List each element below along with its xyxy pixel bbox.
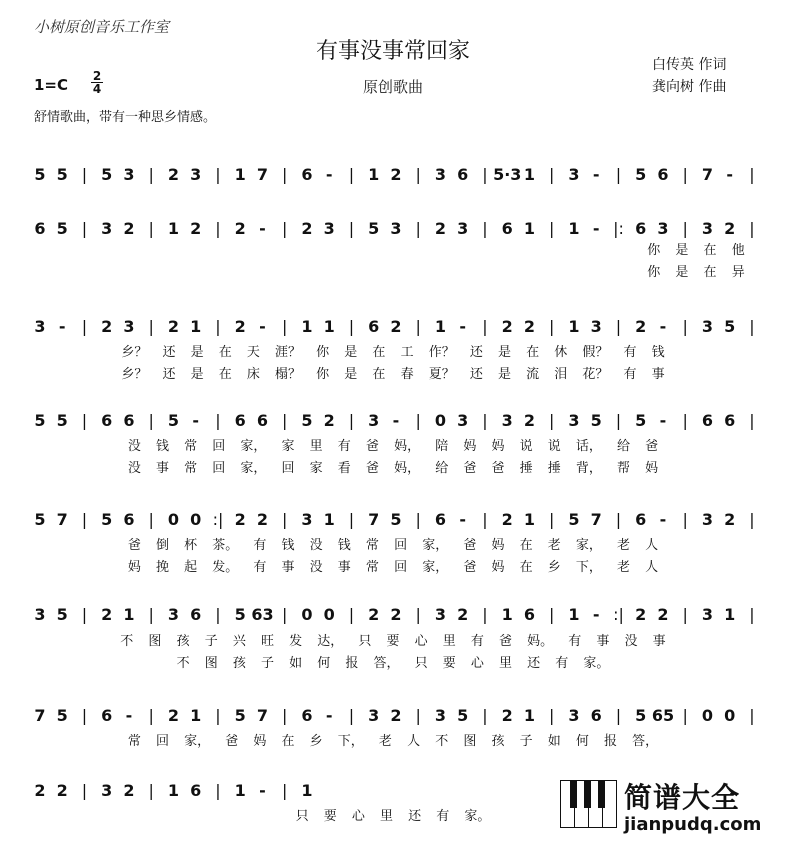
bar-line: | — [348, 411, 355, 430]
bar-line: | — [682, 165, 688, 184]
note: 3 — [323, 219, 335, 238]
bar-line: | — [81, 706, 88, 725]
note: 1 — [234, 781, 246, 800]
bar-line: | — [215, 165, 221, 184]
bar-line: | — [148, 165, 154, 184]
lyric-text: 乡？ 还 是 在 床 榻？ 你 是 在 春 夏？ 还 是 流 泪 花？ 有 事 — [121, 367, 665, 382]
note: 2 — [167, 317, 180, 336]
note: 3 — [568, 706, 580, 725]
lyric-text: 没 钱 常 回 家， 家 里 有 爸 妈， 陪 妈 妈 说 说 话， 给 爸 — [127, 439, 659, 454]
bar-line: | — [549, 165, 555, 184]
note: 3 — [568, 411, 580, 430]
note: - — [659, 510, 667, 529]
bar-line: | — [615, 317, 622, 336]
note: 5 — [56, 605, 68, 624]
bar-line: | — [81, 605, 88, 624]
score-line — [0, 406, 786, 436]
bar-line: | — [682, 706, 688, 725]
note: 5 — [56, 411, 68, 430]
note: 6 — [190, 605, 202, 624]
note: - — [392, 411, 400, 430]
lyric-line — [0, 537, 786, 555]
note: 6 — [234, 411, 246, 430]
note: 3 — [590, 317, 602, 336]
note: 63 — [251, 605, 274, 624]
note: 1 — [323, 510, 335, 529]
bar-line: | — [81, 510, 88, 529]
note: - — [259, 781, 266, 800]
note: 6 — [457, 165, 469, 184]
lyric-line — [0, 655, 786, 673]
note: 5 — [234, 706, 246, 725]
bar-line: | — [549, 510, 555, 529]
note: 5 — [301, 411, 313, 430]
note: 5 — [234, 605, 246, 624]
note: 2 — [167, 706, 180, 725]
note: - — [726, 165, 734, 184]
lyric-line — [0, 733, 786, 751]
note: 1 — [523, 706, 536, 725]
bar-line: |: — [613, 219, 624, 238]
note: - — [58, 317, 66, 336]
bar-line: | — [749, 411, 755, 430]
note: 6 — [501, 219, 513, 238]
note: 3 — [34, 317, 46, 336]
lyric-text: 不 图 孩 子 兴 旺 发 达， 只 要 心 里 有 爸 妈。 有 事 没 事 — [120, 634, 666, 649]
note: 2 — [301, 219, 313, 238]
note: 6 — [101, 706, 113, 725]
lyric-text: 你 是 在 异 — [647, 265, 745, 280]
note: 1 — [301, 317, 313, 336]
bar-line: | — [148, 510, 154, 529]
note: - — [325, 706, 333, 725]
note: 5 — [368, 219, 380, 238]
bar-line: | — [348, 317, 355, 336]
note: 1 — [190, 317, 202, 336]
bar-line: | — [148, 219, 154, 238]
note: 3 — [501, 411, 513, 430]
bar-line: | — [81, 165, 88, 184]
note: 5 — [56, 165, 68, 184]
expression-mark: 舒情歌曲，带有一种思乡情感。 — [34, 110, 217, 125]
note: 1 — [167, 781, 180, 800]
score-line — [0, 701, 786, 731]
note: 6 — [34, 219, 46, 238]
note: 2 — [457, 605, 469, 624]
note: 2 — [34, 781, 46, 800]
logo-name: 简谱大全 — [624, 781, 741, 814]
note: 0 — [190, 510, 202, 529]
bar-line: | — [549, 411, 555, 430]
lyric-text: 乡？ 还 是 在 天 涯？ 你 是 在 工 作？ 还 是 在 休 假？ 有 钱 — [121, 345, 665, 360]
bar-line: | — [215, 781, 221, 800]
note: 2 — [234, 317, 246, 336]
note: 7 — [256, 706, 269, 725]
note: - — [259, 317, 266, 336]
note: 2 — [390, 317, 402, 336]
bar-line: | — [348, 165, 355, 184]
bar-line: | — [682, 219, 688, 238]
note: 3 — [457, 411, 469, 430]
note: 3 — [167, 605, 180, 624]
lyric-line — [0, 242, 786, 260]
note: - — [659, 411, 667, 430]
bar-line: | — [282, 706, 288, 725]
bar-line: | — [749, 219, 755, 238]
lyric-text: 只 要 心 里 还 有 家。 — [295, 809, 491, 824]
bar-line: | — [348, 510, 355, 529]
note: 2 — [434, 219, 447, 238]
note: 2 — [501, 510, 513, 529]
bar-line: | — [615, 165, 622, 184]
note: 3 — [434, 605, 447, 624]
note: 7 — [590, 510, 602, 529]
bar-line: | — [749, 165, 755, 184]
note: 2 — [657, 605, 669, 624]
note: 3 — [301, 510, 313, 529]
note: 6 — [123, 510, 135, 529]
note: 5 — [568, 510, 580, 529]
note: 2 — [635, 317, 647, 336]
bar-line: | — [482, 706, 488, 725]
note: 5 — [101, 510, 113, 529]
lyric-text: 没 事 常 回 家， 回 家 看 爸 妈， 给 爸 爸 捶 捶 背， 帮 妈 — [127, 461, 659, 476]
note: 3 — [390, 219, 402, 238]
note: 5 — [635, 411, 647, 430]
bar-line: | — [148, 781, 154, 800]
score-line — [0, 214, 786, 244]
lyric-text: 你 是 在 他 — [647, 243, 745, 258]
bar-line: | — [415, 165, 421, 184]
bar-line: | — [482, 317, 488, 336]
note: 1 — [523, 165, 536, 184]
note: 5·3 — [493, 165, 522, 184]
score-line — [0, 160, 786, 190]
note: 1 — [523, 510, 536, 529]
bar-line: | — [148, 706, 154, 725]
note: 3 — [434, 165, 447, 184]
note: 2 — [56, 781, 68, 800]
note: 3 — [657, 219, 669, 238]
bar-line: | — [348, 605, 355, 624]
bar-line: | — [415, 219, 421, 238]
note: 6 — [123, 411, 135, 430]
bar-line: | — [415, 510, 421, 529]
note: - — [659, 317, 667, 336]
note: 2 — [101, 317, 113, 336]
note: 3 — [190, 165, 202, 184]
note: 5 — [457, 706, 469, 725]
score-line — [0, 505, 786, 535]
note: 6 — [301, 706, 313, 725]
lyric-line — [0, 366, 786, 384]
note: 6 — [434, 510, 447, 529]
studio-name: 小树原创音乐工作室 — [34, 18, 170, 36]
bar-line: | — [549, 605, 555, 624]
bar-line: | — [282, 781, 288, 800]
bar-line: | — [682, 411, 688, 430]
note: 65 — [651, 706, 675, 725]
time-signature — [91, 70, 103, 95]
bar-line: | — [415, 706, 421, 725]
bar-line: | — [81, 219, 88, 238]
note: 3 — [434, 706, 447, 725]
note: 1 — [501, 605, 513, 624]
bar-line: | — [415, 411, 421, 430]
key-signature: 1=C — [34, 76, 69, 94]
note: 2 — [234, 510, 246, 529]
note: - — [125, 706, 133, 725]
lyric-line — [0, 438, 786, 456]
note: - — [259, 219, 266, 238]
note: 6 — [368, 317, 380, 336]
note: 5 — [56, 706, 68, 725]
bar-line: | — [482, 605, 488, 624]
bar-line: | — [81, 411, 88, 430]
bar-line: | — [749, 706, 755, 725]
note: 5 — [635, 165, 647, 184]
bar-line: | — [615, 411, 622, 430]
bar-line: | — [615, 510, 622, 529]
bar-line: | — [215, 411, 221, 430]
lyric-text: 妈 挽 起 发。 有 事 没 事 常 回 家， 爸 妈 在 乡 下， 老 人 — [127, 560, 659, 575]
note: 7 — [56, 510, 68, 529]
bar-line: | — [615, 706, 622, 725]
bar-line: | — [348, 706, 355, 725]
bar-line: :| — [613, 605, 624, 624]
score-line — [0, 312, 786, 342]
note: 3 — [701, 510, 714, 529]
note: 1 — [323, 317, 335, 336]
note: - — [592, 165, 600, 184]
note: 3 — [701, 317, 714, 336]
note: 5 — [167, 411, 180, 430]
note: - — [325, 165, 333, 184]
bar-line: | — [282, 219, 288, 238]
note: 0 — [701, 706, 714, 725]
note: 3 — [368, 411, 380, 430]
note: 6 — [101, 411, 113, 430]
note: 2 — [123, 781, 135, 800]
note: 1 — [724, 605, 736, 624]
bar-line: | — [549, 706, 555, 725]
note: 1 — [523, 219, 536, 238]
note: 6 — [635, 510, 647, 529]
note: 6 — [724, 411, 736, 430]
note: 1 — [434, 317, 447, 336]
note: 3 — [701, 605, 714, 624]
note: 2 — [190, 219, 202, 238]
note: 1 — [568, 219, 580, 238]
bar-line: | — [215, 317, 221, 336]
note: 2 — [390, 706, 402, 725]
note: 3 — [34, 605, 46, 624]
lyric-text: 常 回 家， 爸 妈 在 乡 下， 老 人 不 图 孩 子 如 何 报 答， — [127, 734, 659, 749]
note: 3 — [368, 706, 380, 725]
note: 2 — [390, 605, 402, 624]
note: 6 — [256, 411, 269, 430]
bar-line: | — [282, 317, 288, 336]
bar-line: | — [415, 317, 421, 336]
note: 5 — [56, 219, 68, 238]
note: 5 — [724, 317, 736, 336]
note: 0 — [434, 411, 447, 430]
note: 2 — [501, 706, 513, 725]
note: 5 — [590, 411, 602, 430]
bar-line: | — [348, 219, 355, 238]
note: 6 — [657, 165, 669, 184]
bar-line: | — [482, 411, 488, 430]
note: 3 — [457, 219, 469, 238]
note: 5 — [34, 165, 46, 184]
bar-line: | — [549, 317, 555, 336]
note: 2 — [523, 411, 536, 430]
bar-line: | — [482, 219, 488, 238]
bar-line: | — [682, 317, 688, 336]
bar-line: | — [749, 317, 755, 336]
time-signature-top: 2 — [92, 69, 102, 83]
bar-line: | — [482, 510, 488, 529]
bar-line: | — [148, 411, 154, 430]
note: - — [459, 510, 467, 529]
note: 7 — [34, 706, 46, 725]
note: 1 — [190, 706, 202, 725]
lyricist-credit: 白传英 作词 — [652, 57, 727, 73]
note: 2 — [635, 605, 647, 624]
lyric-line — [0, 344, 786, 362]
bar-line: | — [682, 605, 688, 624]
lyric-text: 爸 倒 杯 茶。 有 钱 没 钱 常 回 家， 爸 妈 在 老 家， 老 人 — [127, 538, 659, 553]
note: 1 — [568, 605, 580, 624]
note: 6 — [701, 411, 714, 430]
note: 2 — [523, 317, 536, 336]
note: 2 — [101, 605, 113, 624]
note: 2 — [123, 219, 135, 238]
note: 6 — [301, 165, 313, 184]
note: 5 — [34, 510, 46, 529]
bar-line: | — [282, 605, 288, 624]
bar-line: | — [148, 605, 154, 624]
composer-credit: 龚向树 作曲 — [652, 79, 727, 95]
note: 5 — [101, 165, 113, 184]
note: 2 — [724, 510, 736, 529]
note: 0 — [167, 510, 180, 529]
bar-line: | — [81, 317, 88, 336]
bar-line: | — [549, 219, 555, 238]
note: 3 — [568, 165, 580, 184]
note: 6 — [523, 605, 536, 624]
note: 0 — [301, 605, 313, 624]
note: 2 — [323, 411, 335, 430]
bar-line: | — [148, 317, 154, 336]
bar-line: | — [415, 605, 421, 624]
note: 1 — [368, 165, 380, 184]
note: 0 — [323, 605, 335, 624]
piano-keys-icon — [560, 780, 618, 826]
note: - — [592, 219, 600, 238]
bar-line: | — [282, 411, 288, 430]
note: - — [592, 605, 600, 624]
site-logo — [560, 776, 780, 842]
note: 1 — [167, 219, 180, 238]
note: 2 — [390, 165, 402, 184]
note: 5 — [635, 706, 647, 725]
note: 2 — [256, 510, 269, 529]
note: 7 — [256, 165, 269, 184]
note: 1 — [301, 781, 313, 800]
note: 3 — [101, 781, 113, 800]
lyric-text: 不 图 孩 子 如 何 报 答， 只 要 心 里 还 有 家。 — [176, 656, 610, 671]
note: 3 — [101, 219, 113, 238]
lyric-line — [0, 633, 786, 651]
note: 6 — [190, 781, 202, 800]
note: 2 — [368, 605, 380, 624]
note: 1 — [568, 317, 580, 336]
note: 3 — [701, 219, 714, 238]
bar-line: | — [282, 165, 288, 184]
note: - — [192, 411, 200, 430]
note: 6 — [590, 706, 602, 725]
lyric-line — [0, 559, 786, 577]
time-signature-bottom: 4 — [92, 82, 102, 96]
bar-line: | — [215, 219, 221, 238]
bar-line: | — [749, 605, 755, 624]
song-title: 有事没事常回家 — [315, 39, 470, 64]
note: 2 — [234, 219, 246, 238]
note: 3 — [123, 165, 135, 184]
bar-line: | — [215, 706, 221, 725]
logo-url: jianpudq.com — [624, 814, 762, 835]
bar-line: | — [682, 510, 688, 529]
bar-line: | — [81, 781, 88, 800]
bar-line: | — [482, 165, 488, 184]
note: 2 — [501, 317, 513, 336]
note: 1 — [123, 605, 135, 624]
note: 7 — [701, 165, 714, 184]
note: 2 — [724, 219, 736, 238]
note: - — [459, 317, 467, 336]
note: 5 — [34, 411, 46, 430]
note: 7 — [368, 510, 380, 529]
bar-line: | — [749, 510, 755, 529]
lyric-line — [0, 264, 786, 282]
note: 6 — [635, 219, 647, 238]
note: 2 — [167, 165, 180, 184]
score-line — [0, 600, 786, 630]
note: 5 — [390, 510, 402, 529]
note: 0 — [724, 706, 736, 725]
song-subtitle: 原创歌曲 — [362, 78, 423, 96]
bar-line: | — [215, 605, 221, 624]
lyric-line — [0, 460, 786, 478]
bar-line: :| — [212, 510, 224, 529]
note: 1 — [234, 165, 246, 184]
bar-line: | — [282, 510, 288, 529]
note: 3 — [123, 317, 135, 336]
